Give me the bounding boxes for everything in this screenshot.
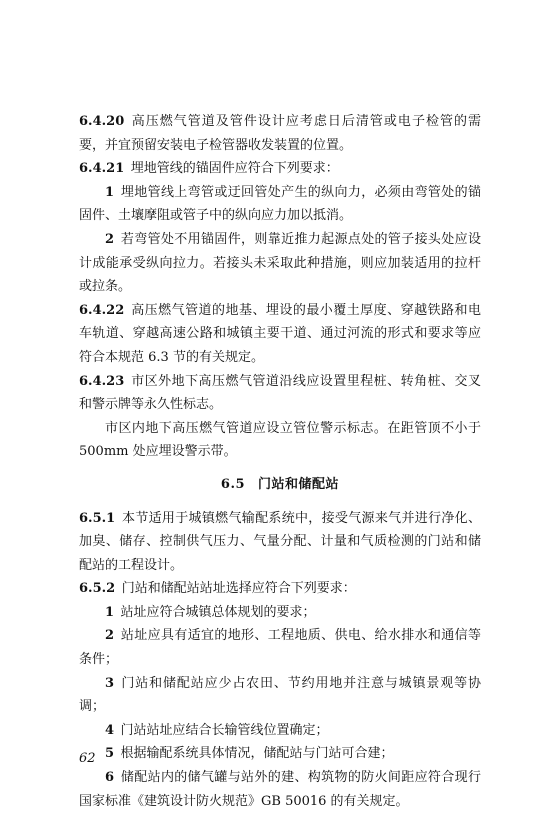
paragraph-text: 市区内地下高压燃气管道应设立管位警示标志。在距管顶不小于 500mm 处应埋设警示带。 — [79, 420, 481, 460]
list-item — [79, 624, 481, 671]
item-number: 6 — [105, 770, 115, 786]
item-number: 1 — [105, 604, 115, 620]
item-number: 2 — [105, 628, 115, 644]
clause-text: 本节适用于城镇燃气输配系统中，接受气源来气并进行净化、加臭、储存、控制供气压力、气量分配、计量和气质检测的门站和储配站的工程设计。 — [79, 510, 481, 573]
item-number: 2 — [105, 231, 115, 247]
clause-number: 6.5.2 — [79, 581, 116, 597]
clause-number: 6.4.21 — [79, 161, 125, 177]
list-item — [79, 181, 481, 228]
clause-text: 高压燃气管道及管件设计应考虑日后清管或电子检管的需要，并宜预留安装电子检管器收发装置的位置。 — [79, 114, 481, 153]
item-number: 4 — [105, 722, 115, 738]
clause-number: 6.4.20 — [79, 114, 125, 129]
item-text: 门站站址应结合长输管线位置确定； — [120, 722, 329, 738]
list-item — [79, 742, 481, 766]
clause-6-4-20 — [79, 110, 481, 157]
item-text: 若弯管处不用锚固件，则靠近推力起源点处的管子接头处应设计成能承受纵向拉力。若接头未采取此种措施，则应加装适用的拉杆或拉条。 — [79, 231, 481, 295]
item-number: 3 — [105, 675, 115, 691]
item-number: 1 — [105, 184, 115, 200]
item-text: 门站和储配站应少占农田、节约用地并注意与城镇景观等协调； — [79, 675, 481, 715]
item-text: 储配站内的储气罐与站外的建、构筑物的防火间距应符合现行国家标准《建筑设计防火规范》GB 50016 的有关规定。 — [79, 770, 481, 809]
section-heading: 门站和储配站 — [258, 476, 340, 492]
list-item — [79, 228, 481, 299]
clause-number: 6.4.23 — [79, 373, 125, 389]
clause-text: 埋地管线的锚固件应符合下列要求： — [130, 161, 339, 177]
item-number: 5 — [105, 746, 115, 762]
list-item — [79, 601, 481, 625]
clause-6-5-2 — [79, 577, 481, 601]
item-text: 埋地管线上弯管或迂回管处产生的纵向力，必须由弯管处的锚固件、土壤摩阻或管子中的纵向应力加以抵消。 — [79, 184, 481, 224]
clause-6-4-22 — [79, 299, 481, 370]
page-number: 62 — [79, 751, 96, 766]
section-title — [79, 473, 481, 497]
list-item — [79, 719, 481, 743]
section-number: 6.5 — [220, 476, 246, 492]
document-body — [79, 110, 481, 813]
clause-text: 高压燃气管道的地基、埋设的最小覆土厚度、穿越铁路和电车轨道、穿越高速公路和城镇主要干道、通过河流的形式和要求等应符合本规范 6.3 节的有关规定。 — [79, 302, 481, 365]
clause-number: 6.5.1 — [79, 510, 116, 526]
paragraph — [79, 417, 481, 464]
item-text: 站址应符合城镇总体规划的要求； — [120, 604, 316, 620]
item-text: 根据输配系统具体情况，储配站与门站可合建； — [120, 746, 394, 762]
clause-text: 市区外地下高压燃气管道沿线应设置里程桩、转角桩、交叉和警示牌等永久性标志。 — [79, 373, 481, 413]
clause-6-4-21 — [79, 157, 481, 181]
list-item — [79, 766, 481, 813]
clause-text: 门站和储配站站址选择应符合下列要求： — [121, 581, 356, 597]
clause-number: 6.4.22 — [79, 302, 125, 318]
item-text: 站址应具有适宜的地形、工程地质、供电、给水排水和通信等条件； — [79, 628, 481, 668]
clause-6-5-1 — [79, 507, 481, 578]
clause-6-4-23 — [79, 370, 481, 417]
list-item — [79, 672, 481, 719]
